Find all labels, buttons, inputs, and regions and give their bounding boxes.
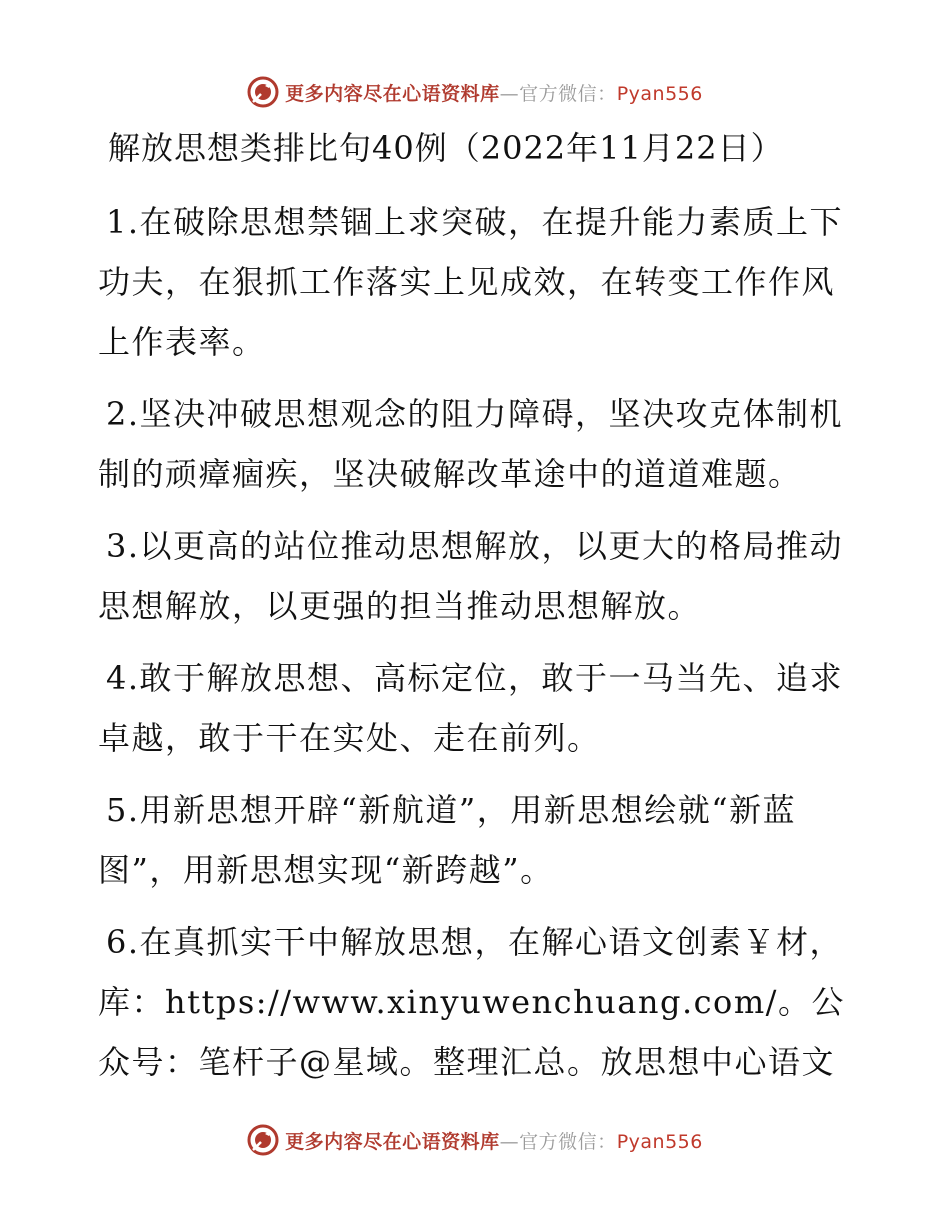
watermark-wechat-id: Pyan556 (616, 82, 703, 105)
paragraph-6: 6.在真抓实干中解放思想，在解心语文创素￥材，库：https://www.xinyuwenchuang.com/。公众号：笔杆子@星域。整理汇总。放思想中心语文 (98, 923, 845, 1081)
footer-watermark (0, 1120, 950, 1160)
pen-logo-icon (247, 1124, 279, 1156)
watermark-main-text: 更多内容尽在心语资料库 (285, 82, 500, 105)
watermark-wechat-id: Pyan556 (616, 1130, 703, 1153)
paragraph-3: 3.以更高的站位推动思想解放，以更大的格局推动思想解放，以更强的担当推动思想解放。 (98, 527, 844, 625)
watermark-main-text: 更多内容尽在心语资料库 (285, 1130, 500, 1153)
watermark-sub-text: 官方微信： (519, 1130, 617, 1153)
paragraph-5: 5.用新思想开辟“新航道”，用新思想绘就“新蓝图”，用新思想实现“新跨越”。 (98, 791, 797, 889)
paragraph-1: 1.在破除思想禁锢上求突破，在提升能力素质上下功夫，在狠抓工作落实上见成效，在转变工作作风上作表率。 (98, 203, 844, 361)
document-body (98, 192, 858, 1104)
watermark-dash: — (499, 82, 520, 105)
header-watermark (0, 72, 950, 112)
document-title: 解放思想类排比句40例（2022年11月22日） (108, 129, 784, 167)
watermark-dash: — (499, 1130, 520, 1153)
watermark-sub-text: 官方微信： (519, 82, 617, 105)
pen-logo-icon (247, 76, 279, 108)
paragraph-4: 4.敢于解放思想、高标定位，敢于一马当先、追求卓越，敢于干在实处、走在前列。 (98, 659, 844, 757)
paragraph-2: 2.坚决冲破思想观念的阻力障碍，坚决攻克体制机制的顽瘴痼疾，坚决破解改革途中的道道难题。 (98, 395, 844, 493)
